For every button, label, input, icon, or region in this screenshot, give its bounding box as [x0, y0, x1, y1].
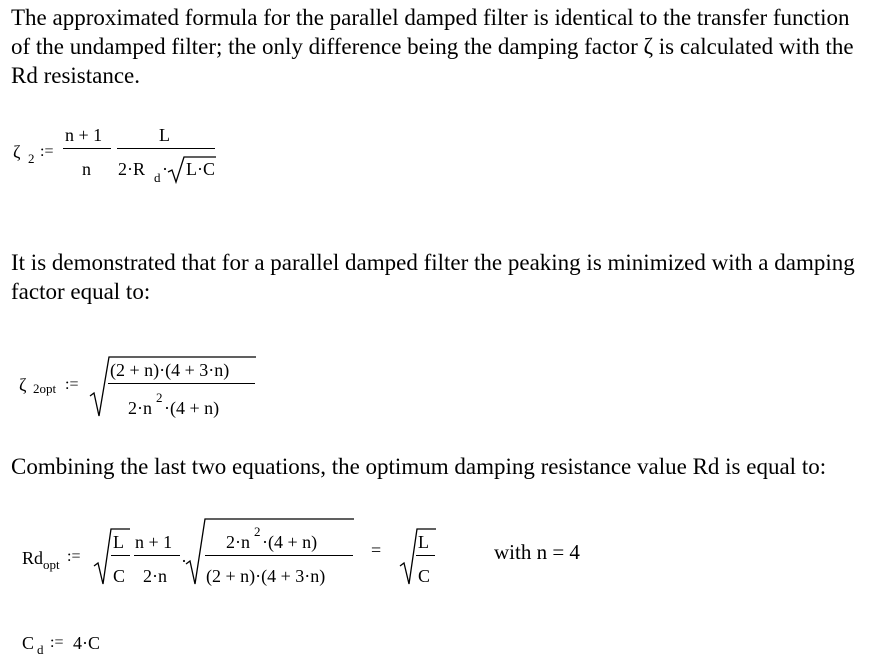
- zeta-symbol: ζ: [13, 142, 21, 162]
- assign-operator: :=: [65, 376, 79, 393]
- zeta-symbol: ζ: [19, 375, 27, 395]
- fraction1-denominator: n: [82, 159, 91, 179]
- fraction2-den-prefix: 2·R: [118, 159, 145, 179]
- fraction2-bar: [117, 148, 215, 149]
- fraction1-numerator: n + 1: [65, 125, 103, 145]
- multiply-dot: ·: [181, 551, 187, 571]
- radicand-fraction-bar: [108, 383, 255, 384]
- cd-rhs: 4·C: [73, 633, 100, 653]
- fraction2-den-dot: ·: [162, 159, 168, 179]
- sqrt1-numerator: L: [113, 532, 124, 552]
- intro-paragraph: The approximated formula for the parallel damped filter is identical to the transfer function of the undamped filter; the only difference being the damping factor ζ is calculated with the Rd resistance.: [11, 5, 854, 88]
- fraction2-den-root: L·C: [186, 159, 215, 179]
- sqrt2-fraction-bar: [205, 555, 353, 556]
- sqrt1-denominator: C: [113, 566, 126, 586]
- equals-sign: =: [371, 540, 382, 560]
- sqrt2-num-part-a: 2·n: [226, 532, 250, 552]
- fraction2-den-subscript: d: [154, 170, 161, 185]
- assign-operator: :=: [67, 548, 81, 565]
- fraction-bar: [134, 555, 180, 556]
- assign-operator: :=: [40, 143, 54, 160]
- cd-symbol: C: [22, 633, 35, 653]
- cd-subscript: d: [37, 642, 44, 657]
- with-n-annotation: with n = 4: [494, 540, 580, 564]
- zeta-opt-subscript: 2opt: [33, 381, 57, 396]
- radicand-den-part-a: 2·n: [128, 398, 152, 418]
- sqrt3-denominator: C: [418, 566, 431, 586]
- sqrt2-denominator: (2 + n)·(4 + 3·n): [206, 566, 326, 586]
- sqrt2-num-part-b: ·(4 + n): [262, 532, 318, 552]
- fraction1-bar: [63, 148, 111, 149]
- rd-opt-subscript: opt: [43, 557, 60, 572]
- radicand-den-part-b: ·(4 + n): [164, 398, 220, 418]
- sqrt3-numerator: L: [418, 532, 429, 552]
- sqrt3-fraction-bar: [416, 555, 435, 556]
- radicand-numerator: (2 + n)·(4 + 3·n): [110, 360, 230, 380]
- demonstration-paragraph: It is demonstrated that for a parallel damped filter the peaking is minimized with a damping factor equal to:: [11, 250, 855, 304]
- rd-symbol: Rd: [22, 548, 44, 568]
- radicand-den-superscript: 2: [156, 390, 163, 405]
- fraction-numerator: n + 1: [135, 532, 173, 552]
- zeta-subscript: 2: [28, 151, 35, 166]
- fraction-denominator: 2·n: [143, 566, 167, 586]
- assign-operator: :=: [50, 634, 64, 651]
- combination-paragraph: Combining the last two equations, the optimum damping resistance value Rd is equal to:: [11, 454, 827, 479]
- sqrt1-fraction-bar: [111, 555, 130, 556]
- sqrt2-num-superscript: 2: [254, 524, 261, 539]
- fraction2-numerator: L: [159, 125, 170, 145]
